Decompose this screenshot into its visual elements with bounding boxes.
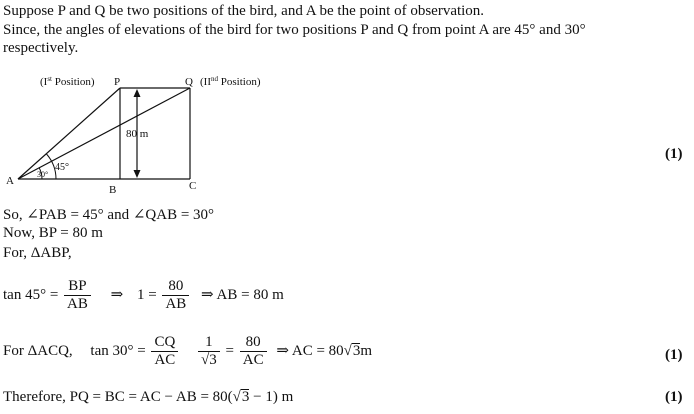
angle-45-label: 45° [55, 162, 69, 173]
intro-line-2: Since, the angles of elevations of the bird for two positions P and Q from point A are 45° and 30° [3, 22, 586, 38]
angle-30-label: 30° [37, 170, 49, 179]
height-arrow-head-top [134, 89, 141, 97]
step-for-abp: For, ΔABP, [3, 245, 72, 261]
height-arrow-head-bottom [134, 170, 141, 178]
marks-3: (1) [665, 389, 683, 405]
step-bp: Now, BP = 80 m [3, 225, 103, 241]
fraction-80-ac: $\frac{80}{AC}$ [240, 334, 267, 369]
marks-1: (1) [665, 146, 683, 162]
label-c: C [189, 180, 197, 192]
label-q: Q [185, 76, 193, 88]
fraction-1-root3: $\frac{1}{√3}$ [198, 334, 220, 369]
fraction-80-ab: $\frac{80}{AB}$ [162, 278, 189, 313]
bird-elevation-figure [0, 68, 290, 198]
marks-2: (1) [665, 347, 683, 363]
label-b: B [109, 184, 117, 196]
fraction-cq-ac: $\frac{CQ}{AC}$ [151, 334, 178, 369]
equation-pq: Therefore, PQ = BC = AC − AB = 80(√3 − 1) m [3, 389, 294, 405]
fraction-bp-ab: $\frac{BP}{AB}$ [64, 278, 91, 313]
height-label: 80 m [126, 128, 149, 140]
position-1-label: (Ist Position) [40, 75, 95, 88]
intro-line-1: Suppose P and Q be two positions of the bird, and A be the point of observation. [3, 3, 485, 19]
equation-tan30: For ΔACQ, tan 30° = $\frac{CQ}{AC}$ $\frac{1}{√3}$ = $\frac{80}{AC}$ ⇒ AC = 80√3m [3, 334, 373, 368]
intro-line-3: respectively. [3, 40, 79, 56]
label-a: A [6, 175, 14, 187]
step-angles: So, ∠PAB = 45° and ∠QAB = 30° [3, 207, 215, 223]
label-p: P [114, 76, 121, 88]
equation-tan45: tan 45° = $\frac{BP}{AB}$ ⇒ 1 = $\frac{80}{AB}$ ⇒ AB = 80 m [3, 278, 284, 312]
position-2-label: (IInd Position) [200, 75, 261, 88]
